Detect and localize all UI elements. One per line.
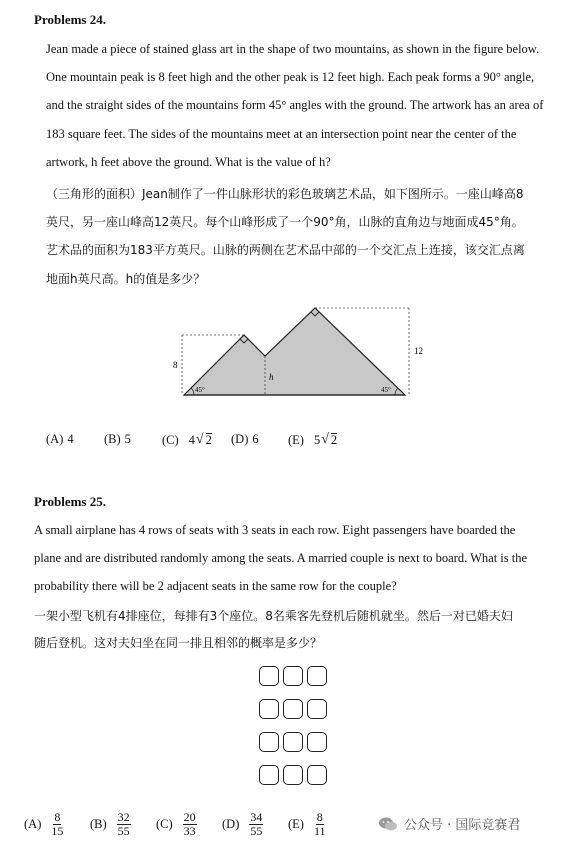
- label-h: h: [269, 372, 274, 382]
- denominator: 55: [117, 824, 130, 838]
- problem-25-text-line-2: plane and are distributed randomly among the seats. A married couple is next to board. What is the: [34, 551, 528, 565]
- p25-choice-d: [222, 811, 263, 838]
- seat: [283, 765, 303, 785]
- sqrt-icon: √: [195, 432, 204, 447]
- seat: [307, 699, 327, 719]
- p24-choice-e: [288, 432, 337, 448]
- choice-letter: (C): [162, 432, 179, 447]
- label-left-angle: 45°: [195, 386, 205, 394]
- choice-letter: (B): [90, 817, 107, 831]
- numerator: 8: [54, 810, 61, 824]
- choice-fraction: [183, 811, 197, 838]
- problem-24-title: Problems 24.: [34, 12, 106, 27]
- choice-value: 5: [313, 432, 321, 447]
- denominator: 33: [183, 824, 196, 838]
- problem-24-zh-line-2: 英尺，另一座山峰高12英尺。每个山峰形成了一个90°角，山脉的直角边与地面成45°角。: [46, 215, 524, 229]
- problem-25-title: Problems 25.: [34, 494, 106, 509]
- choice-letter: (A): [24, 817, 42, 831]
- choice-fraction: [117, 811, 131, 838]
- wechat-icon: [378, 816, 398, 832]
- choice-letter: (D): [222, 817, 240, 831]
- seat: [259, 666, 279, 686]
- problem-24-text-line-3: and the straight sides of the mountains form 45° angles with the ground. The artwork has an area of: [46, 98, 544, 112]
- sqrt-icon: √: [321, 432, 329, 447]
- choice-value: 4: [188, 432, 195, 447]
- p24-choice-d: [231, 432, 259, 447]
- p25-choice-c: [156, 811, 197, 838]
- p25-choice-e: [288, 811, 326, 838]
- problem-25-text-line-3: probability there will be 2 adjacent seats in the same row for the couple?: [34, 579, 397, 593]
- watermark-text: 公众号 · 国际竞赛君: [404, 818, 521, 833]
- choice-radicand: 2: [205, 433, 212, 447]
- problem-24-text-line-1: Jean made a piece of stained glass art in the shape of two mountains, as shown in the figure below.: [46, 42, 540, 56]
- p24-choice-c: [162, 432, 212, 448]
- seat: [283, 666, 303, 686]
- denominator: 15: [51, 824, 64, 838]
- p25-choice-a: [24, 811, 63, 838]
- label-8: 8: [173, 360, 178, 370]
- choice-letter: (E): [288, 817, 304, 831]
- choice-fraction: [314, 811, 326, 838]
- numerator: 8: [316, 810, 323, 824]
- problem-24-zh-line-3: 艺术品的面积为183平方英尺。山脉的两侧在艺术品中部的一个交汇点上连接，该交汇点离: [46, 243, 525, 257]
- watermark: [378, 814, 520, 833]
- seat-grid: [259, 666, 331, 790]
- p25-choice-b: [90, 811, 131, 838]
- seat: [307, 732, 327, 752]
- problem-25-zh-line-1: 一架小型飞机有4排座位，每排有3个座位。8名乘客先登机后随机就坐。然后一对已婚夫妇: [34, 609, 513, 623]
- choice-fraction: [249, 811, 263, 838]
- problem-24-text-line-4: 183 square feet. The sides of the mountains meet at an intersection point near the center of the: [46, 127, 517, 141]
- numerator: 34: [250, 810, 263, 824]
- choice-letter: (C): [156, 817, 173, 831]
- choice-letter: (E): [288, 432, 304, 447]
- numerator: 20: [183, 810, 196, 824]
- problem-25-zh-line-2: 随后登机。这对夫妇坐在同一排且相邻的概率是多少？: [34, 636, 323, 650]
- choice-value: 6: [252, 432, 259, 446]
- problem-24-text-line-2: One mountain peak is 8 feet high and the other peak is 12 feet high. Each peak forms a 90° angle,: [46, 70, 535, 84]
- label-right-angle: 45°: [381, 386, 391, 394]
- p24-choice-b: [104, 432, 131, 447]
- numerator: 32: [117, 810, 130, 824]
- label-12: 12: [414, 346, 423, 356]
- choice-fraction: [51, 811, 63, 838]
- choice-value: 5: [124, 432, 131, 446]
- problem-24-text-line-5: artwork, h feet above the ground. What is the value of h?: [46, 155, 331, 169]
- choice-letter: (A): [46, 432, 64, 446]
- seat: [283, 699, 303, 719]
- problem-25-text-line-1: A small airplane has 4 rows of seats with 3 seats in each row. Eight passengers have boarded the: [34, 523, 516, 537]
- seat: [307, 666, 327, 686]
- seat: [283, 732, 303, 752]
- choice-letter: (D): [231, 432, 249, 446]
- seat: [259, 732, 279, 752]
- denominator: 11: [313, 824, 326, 838]
- choice-radicand: 2: [330, 433, 338, 447]
- problem-24-zh-line-4: 地面h英尺高。h的值是多少？: [46, 272, 206, 286]
- seat: [259, 699, 279, 719]
- mountain-figure: [160, 302, 440, 402]
- choice-value: 4: [67, 432, 74, 446]
- problem-24-zh-line-1: （三角形的面积）Jean制作了一件山脉形状的彩色玻璃艺术品，如下图所示。一座山峰高8: [46, 187, 524, 201]
- seat: [307, 765, 327, 785]
- denominator: 55: [250, 824, 263, 838]
- p24-choice-a: [46, 432, 74, 447]
- mountains-shape: [184, 308, 405, 395]
- seat: [259, 765, 279, 785]
- choice-letter: (B): [104, 432, 121, 446]
